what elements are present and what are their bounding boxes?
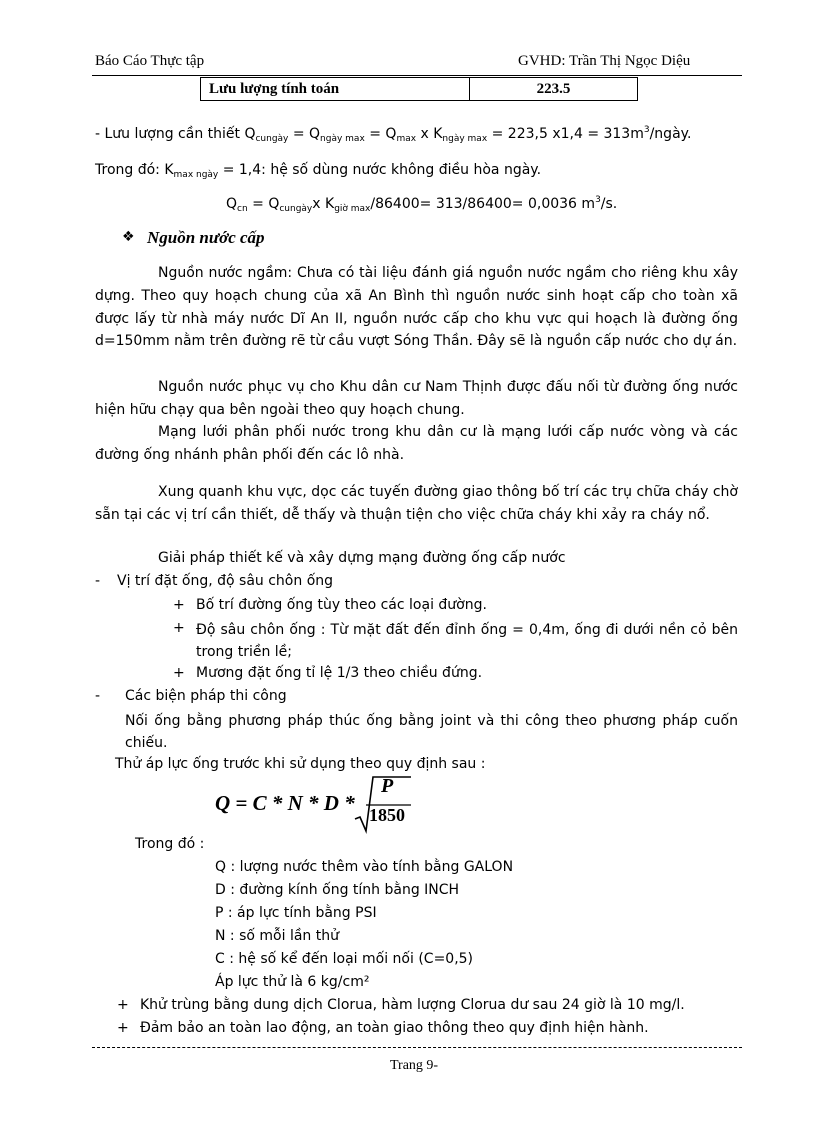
table-row xyxy=(201,78,638,101)
flow-table xyxy=(200,77,638,101)
table-label: Lưu lượng tính toán xyxy=(201,78,470,101)
section-title: Nguồn nước cấp xyxy=(147,228,265,247)
paragraph-design-solution: Giải pháp thiết kế và xây dựng mạng đường ống cấp nước xyxy=(158,550,566,566)
legend-c: C : hệ số kể đến loại mối nối (C=0,5) xyxy=(215,951,474,967)
k-max-note: Trong đó: $K_{max ngày} = 1,4$: hệ số dùng nước không điều hòa ngày. xyxy=(95,162,542,180)
formula-qcn-ngay: - Lưu lượng cần thiết $Q_{cungày} = Q_{ngày max} = Q_{max}$ x $K_{ngày max} = 223,5$ $x1,4 = 313m^3$/ngày. xyxy=(95,125,692,144)
list-plus: + xyxy=(173,665,185,681)
section-bullet-icon: ❖ xyxy=(122,229,135,245)
list-plus: + xyxy=(117,1020,129,1036)
page-number: Trang 9- xyxy=(390,1058,439,1073)
paragraph-fire-hydrant: Xung quanh khu vực, dọc các tuyến đường giao thông bố trí các trụ chữa cháy chờ sẵn tại các vị trí cần thiết, dễ thấy và thuận tiện cho việc chữa cháy khi xảy ra cháy nổ. xyxy=(95,484,738,523)
pressure-test-intro: Thử áp lực ống trước khi sử dụng theo quy định sau : xyxy=(115,756,486,772)
list-plus: + xyxy=(173,620,185,636)
list2-body: Nối ống bằng phương pháp thúc ống bằng joint và thi công theo phương pháp cuốn chiếu. xyxy=(125,713,738,751)
paragraph-network: Mạng lưới phân phối nước trong khu dân cư là mạng lưới cấp nước vòng và các đường ống nhánh phân phối đến các lô nhà. xyxy=(95,424,738,463)
legend-test-pressure: Áp lực thử là 6 kg/cm² xyxy=(215,974,370,990)
final-item-safety: Đảm bảo an toàn lao động, an toàn giao thông theo quy định hiện hành. xyxy=(140,1020,649,1036)
table-value: 223.5 xyxy=(470,78,638,101)
list1-item-3: Mương đặt ống tỉ lệ 1/3 theo chiều đứng. xyxy=(196,665,483,681)
paragraph-connection: Nguồn nước phục vụ cho Khu dân cư Nam Thịnh được đấu nối từ đường ống nước hiện hữu chạy qua bên ngoài theo quy hoạch chung. xyxy=(95,379,738,418)
header-right: GVHD: Trần Thị Ngọc Diệu xyxy=(518,53,691,69)
list1-item-2: Độ sâu chôn ống : Từ mặt đất đến đỉnh ống = 0,4m, ống đi dưới nền cỏ bên trong triền lề; xyxy=(196,622,738,660)
list1-item-1: Bố trí đường ống tùy theo các loại đường. xyxy=(196,597,487,613)
legend-title: Trong đó : xyxy=(135,836,205,852)
list1-title: Vị trí đặt ống, độ sâu chôn ống xyxy=(117,573,334,589)
formula-lhs: Q = C * N * D * xyxy=(215,791,355,815)
legend-d: D : đường kính ống tính bằng INCH xyxy=(215,882,460,898)
header-rule xyxy=(92,75,742,76)
legend-p: P : áp lực tính bằng PSI xyxy=(215,905,377,921)
list2-title: Các biện pháp thi công xyxy=(125,688,287,704)
footer-rule xyxy=(92,1047,742,1048)
list-dash: - xyxy=(95,573,101,589)
list-dash: - xyxy=(95,688,101,704)
pressure-test-formula xyxy=(215,775,415,831)
formula-numerator: P xyxy=(381,775,394,797)
header-left: Báo Cáo Thực tập xyxy=(95,53,205,69)
list-plus: + xyxy=(173,597,185,613)
legend-q: Q : lượng nước thêm vào tính bằng GALON xyxy=(215,859,514,875)
formula-qcn-second: $Q_{cn} = Q_{cungày}x$ $K_{giờ max}/86400= 313/86400= 0,0036$ $m^3/s$. xyxy=(226,195,618,214)
list-plus: + xyxy=(117,997,129,1013)
paragraph-groundwater: Nguồn nước ngầm: Chưa có tài liệu đánh giá nguồn nước ngầm cho riêng khu xây dựng. Theo quy hoạch chung của xã An Bình thì nguồn nước sinh hoạt cấp cho toàn xã được lấy từ nhà máy nước Dĩ An II, nguồn nước cấp cho khu vực qui hoạch là đường ống d=150mm nằm trên đường rẽ từ cầu vượt Sóng Thần. Đây sẽ là nguồn cấp nước cho dự án. xyxy=(95,265,738,350)
final-item-disinfection: Khử trùng bằng dung dịch Clorua, hàm lượng Clorua dư sau 24 giờ là 10 mg/l. xyxy=(140,997,685,1013)
legend-n: N : số mỗi lần thử xyxy=(215,928,339,944)
formula-denominator: 1850 xyxy=(369,805,405,825)
